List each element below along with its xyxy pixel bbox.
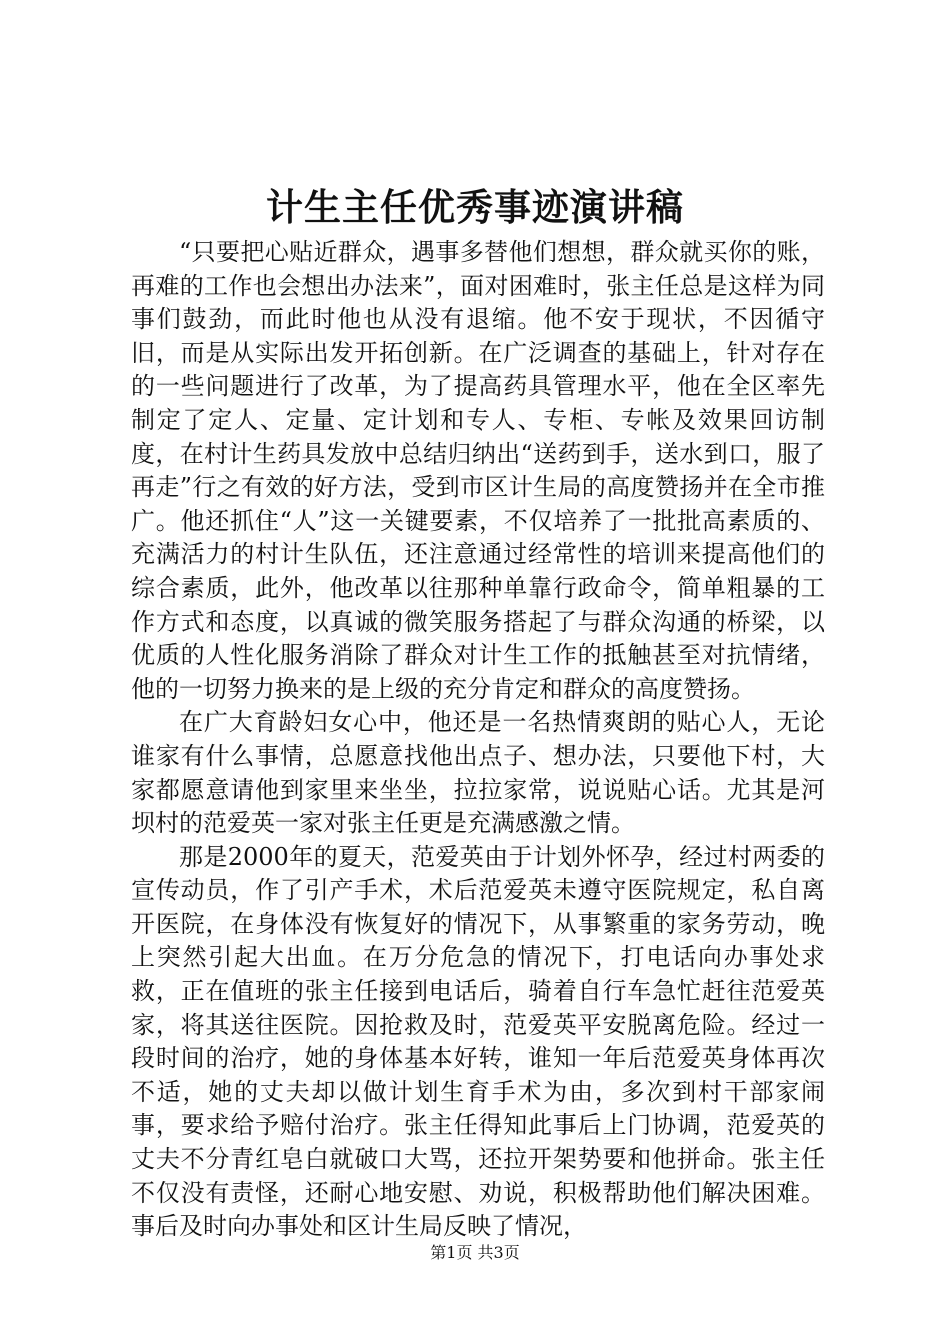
document-body (131, 236, 825, 1244)
body-paragraph: 在广大育龄妇女心中，他还是一名热情爽朗的贴心人，无论谁家有什么事情，总愿意找他出点子、想办法，只要他下村，大家都愿意请他到家里来坐坐，拉拉家常，说说贴心话。尤其是河坝村的范爱英一家对张主任更是充满感激之情。 (131, 708, 825, 838)
body-paragraph: “只要把心贴近群众，遇事多替他们想想，群众就买你的账，再难的工作也会想出办法来”，面对困难时，张主任总是这样为同事们鼓劲，而此时他也从没有退缩。他不安于现状，不因循守旧，而是从实际出发开拓创新。在广泛调查的基础上，针对存在的一些问题进行了改革，为了提高药具管理水平，他在全区率先制定了定人、定量、定计划和专人、专柜、专帐及效果回访制度，在村计生药具发放中总结归纳出“送药到手，送水到口，服了再走”行之有效的好方法，受到市区计生局的高度赞扬并在全市推广。他还抓住“人”这一关键要素，不仅培养了一批批高素质的、充满活力的村计生队伍，还注意通过经常性的培训来提高他们的综合素质，此外，他改革以往那种单靠行政命令，简单粗暴的工作方式和态度，以真诚的微笑服务搭起了与群众沟通的桥梁，以优质的人性化服务消除了群众对计生工作的抵触甚至对抗情绪，他的一切努力换来的是上级的充分肯定和群众的高度赞扬。 (131, 238, 825, 703)
body-paragraph: 那是2000年的夏天，范爱英由于计划外怀孕，经过村两委的宣传动员，作了引产手术，术后范爱英未遵守医院规定，私自离开医院，在身体没有恢复好的情况下，从事繁重的家务劳动，晚上突然引起大出血。在万分危急的情况下，打电话向办事处求救，正在值班的张主任接到电话后，骑着自行车急忙赶往范爱英家，将其送往医院。因抢救及时，范爱英平安脱离危险。经过一段时间的治疗，她的身体基本好转，谁知一年后范爱英身体再次不适，她的丈夫却以做计划生育手术为由，多次到村干部家闹事，要求给予赔付治疗。张主任得知此事后上门协调，范爱英的丈夫不分青红皂白就破口大骂，还拉开架势要和他拼命。张主任不仅没有责怪，还耐心地安慰、劝说，积极帮助他们解决困难。事后及时向办事处和区计生局反映了情况， (131, 842, 825, 1241)
document-title: 计生主任优秀事迹演讲稿 (266, 185, 684, 229)
page-number-footer: 第1页 共3页 (430, 1243, 520, 1262)
